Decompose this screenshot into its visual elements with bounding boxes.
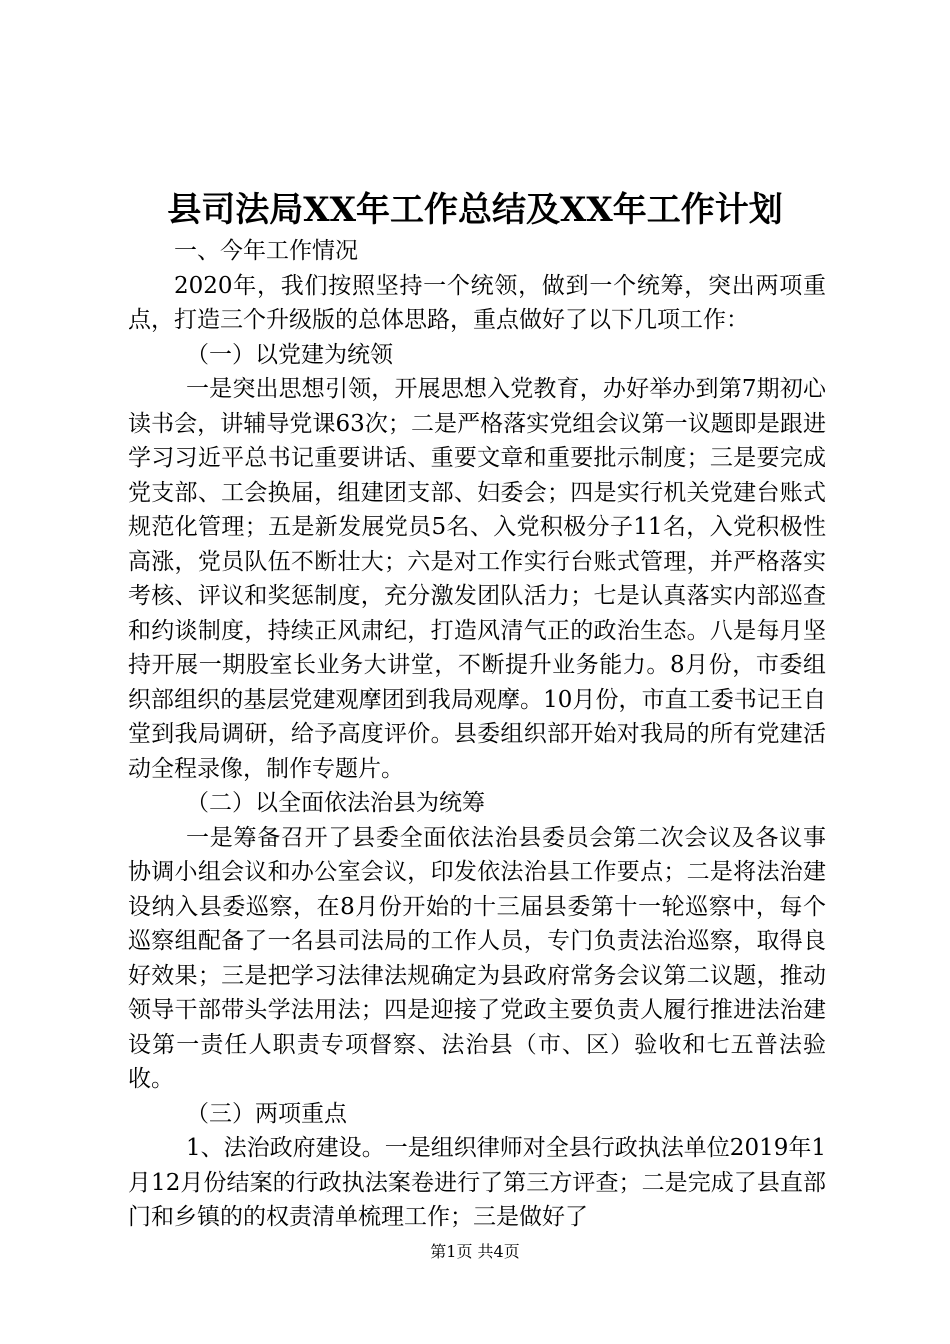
paragraph: 1、法治政府建设。一是组织律师对全县行政执法单位2019年1月12月份结案的行政执法案卷进行了第三方评查；二是完成了县直部门和乡镇的的权责清单梳理工作；三是做好了: [128, 1135, 826, 1230]
subsection-heading: （二）以全面依法治县为统筹: [186, 790, 485, 816]
document-title: 县司法局XX年工作总结及XX年工作计划: [167, 190, 783, 230]
paragraph: 2020年，我们按照坚持一个统领，做到一个统筹，突出两项重点，打造三个升级版的总体思路，重点做好了以下几项工作：: [128, 272, 826, 333]
subsection-heading: （三）两项重点: [186, 1100, 347, 1127]
subsection-heading: （一）以党建为统领: [186, 341, 393, 368]
paragraph: 一是筹备召开了县委全面依法治县委员会第二次会议及各议事协调小组会议和办公室会议，印发依法治县工作要点；二是将法治建设纳入县委巡察，在8月份开始的十三届县委第十一轮巡察中，每个巡察组配备了一名县司法局的工作人员，专门负责法治巡察，取得良好效果；三是把学习法律法规确定为县政府常务会议第二议题，推动领导干部带头学法用法；四是迎接了党政主要负责人履行推进法治建设第一责任人职责专项督察、法治县（市、区）验收和七五普法验收。: [128, 824, 826, 1092]
section-heading: 一、今年工作情况: [174, 238, 358, 264]
document-body: [128, 234, 826, 1235]
page-number: 第1页 共4页: [430, 1242, 520, 1261]
paragraph: 一是突出思想引领，开展思想入党教育，办好举办到第7期初心读书会，讲辅导党课63次；二是严格落实党组会议第一议题即是跟进学习习近平总书记重要讲话、重要文章和重要批示制度；三是要完成党支部、工会换届，组建团支部、妇委会；四是实行机关党建台账式规范化管理；五是新发展党员5名、入党积极分子11名，入党积极性高涨，党员队伍不断壮大；六是对工作实行台账式管理，并严格落实考核、评议和奖惩制度，充分激发团队活力；七是认真落实内部巡查和约谈制度，持续正风肃纪，打造风清气正的政治生态。八是每月坚持开展一期股室长业务大讲堂，不断提升业务能力。8月份，市委组织部组织的基层党建观摩团到我局观摩。10月份，市直工委书记王自堂到我局调研，给予高度评价。县委组织部开始对我局的所有党建活动全程录像，制作专题片。: [128, 376, 826, 782]
